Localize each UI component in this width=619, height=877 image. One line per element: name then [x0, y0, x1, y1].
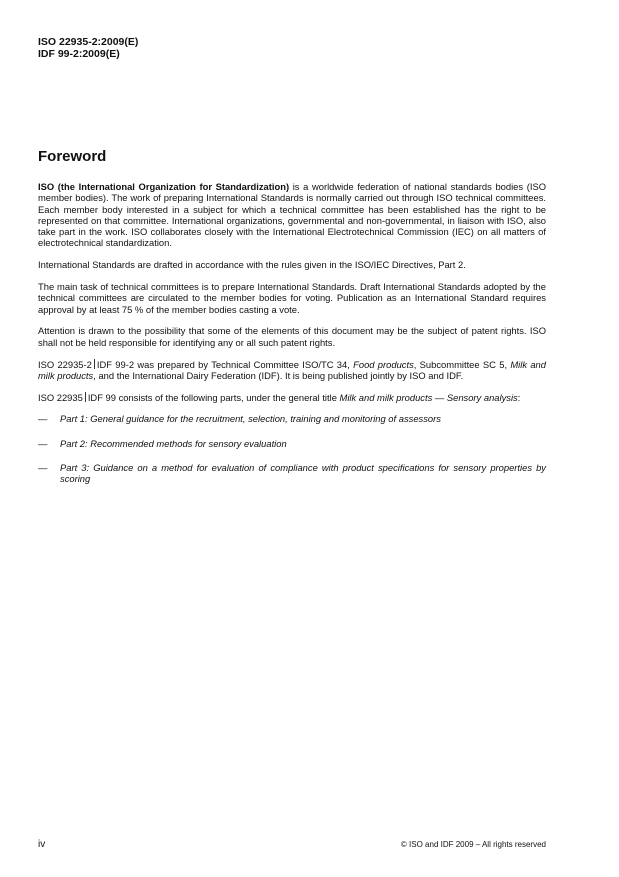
- paragraph-patent: Attention is drawn to the possibility that some of the elements of this document may be the subject of patent rights. ISO shall not be held responsible for identifying any or all such patent rights.: [38, 325, 546, 348]
- paragraph-committees: The main task of technical committees is to prepare International Standards. Draft International Standards adopted by the technical committees are circulated to the member bodies for voting. Publication as an International Standard requires approval by at least 75 % of the member bodies casting a vote.: [38, 281, 546, 315]
- paragraph-prepared-by: ISO 22935-2 IDF 99-2 was prepared by Technical Committee ISO/TC 34, Food products, Subcommittee SC 5, Milk and milk products, and the International Dairy Federation (IDF). It is being published jointly by ISO and IDF.: [38, 358, 546, 381]
- header-idf-number: IDF 99-2:2009(E): [38, 48, 120, 60]
- separator-bar: [94, 359, 95, 369]
- dash-bullet: —: [38, 462, 48, 474]
- header-iso-number: ISO 22935-2:2009(E): [38, 36, 139, 48]
- parts-list: [38, 413, 546, 484]
- paragraph-iso-intro: [38, 181, 546, 249]
- paragraph-iso-intro-text: is a worldwide federation of national standards bodies (ISO member bodies). The work of preparing International Standards is normally carried out through ISO technical committees. Each member body interested in a subject for which a technical committee has been established has the right to be represented on that committee. International organizations, governmental and non-governmental, in liaison with ISO, also take part in the work. ISO collaborates closely with the International Electrotechnical Commission (IEC) on all matters of electrotechnical standardization.: [38, 181, 546, 249]
- iso-name-bold: ISO (the International Organization for Standardization): [38, 181, 290, 192]
- paragraph-directives: International Standards are drafted in accordance with the rules given in the ISO/IEC Directives, Part 2.: [38, 259, 466, 271]
- separator-bar: [85, 392, 86, 402]
- list-item: — Part 2: Recommended methods for sensory evaluation: [38, 437, 287, 449]
- dash-bullet: —: [38, 437, 48, 449]
- document-header: [38, 36, 138, 60]
- copyright-notice: © ISO and IDF 2009 – All rights reserved: [400, 840, 546, 849]
- list-item: — Part 1: General guidance for the recruitment, selection, training and monitoring of assessors: [38, 413, 441, 425]
- page-number: iv: [38, 839, 46, 850]
- foreword-body: [38, 181, 546, 498]
- dash-bullet: —: [38, 413, 48, 425]
- paragraph-parts-intro: ISO 22935 IDF 99 consists of the following parts, under the general title Milk and milk products — Sensory analysis:: [38, 391, 521, 403]
- page-title: Foreword: [38, 148, 107, 165]
- list-item: — Part 3: Guidance on a method for evaluation of compliance with product specifications for sensory properties by scoring: [38, 462, 546, 485]
